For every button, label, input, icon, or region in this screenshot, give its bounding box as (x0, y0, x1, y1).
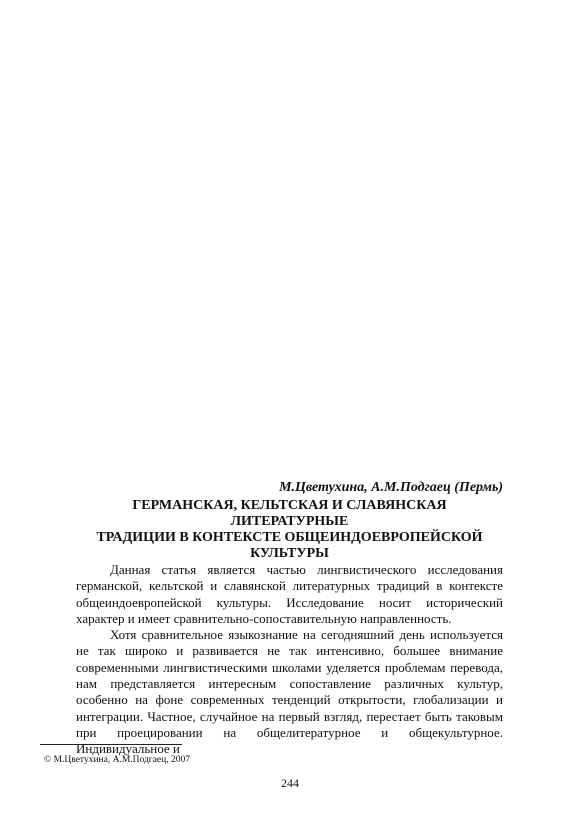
article-body (76, 480, 503, 758)
article-title-line: ГЕРМАНСКАЯ, КЕЛЬТСКАЯ И СЛАВЯНСКАЯ ЛИТЕРАТУРНЫЕ (132, 498, 447, 529)
article-title-line: КУЛЬТУРЫ (250, 546, 329, 561)
footnote-divider (40, 744, 182, 745)
article-paragraph: Хотя сравнительное языкознание на сегодняшний день используется не так широко и развивается не так интенсивно, большее внимание современными лингвистическими школами уделяется проблемам перевода, нам представляется интересным сопоставление различных культур, особенно на фоне современных тенденций открытости, глобализации и интеграции. Частное, случайное на первый взгляд, перестает быть таковым при проецировании на общелитературное и общекультурное. Индивидуальное и (76, 627, 503, 757)
article-title (76, 498, 503, 562)
article-paragraph: Данная статья является частью лингвистического исследования германской, кельтской и славянской литературных традиций в контексте общеиндоевропейской культуры. Исследование носит исторический характер и имеет сравнительно-сопоставительную направленность. (76, 562, 503, 626)
article-title-line: ТРАДИЦИИ В КОНТЕКСТЕ ОБЩЕИНДОЕВРОПЕЙСКОЙ (96, 530, 483, 545)
article-authors: М.Цветухина, А.М.Подгаец (Пермь) (279, 480, 503, 495)
copyright-footnote: © М.Цветухина, А.М.Подгаец, 2007 (44, 755, 190, 765)
page-number: 244 (281, 776, 299, 790)
